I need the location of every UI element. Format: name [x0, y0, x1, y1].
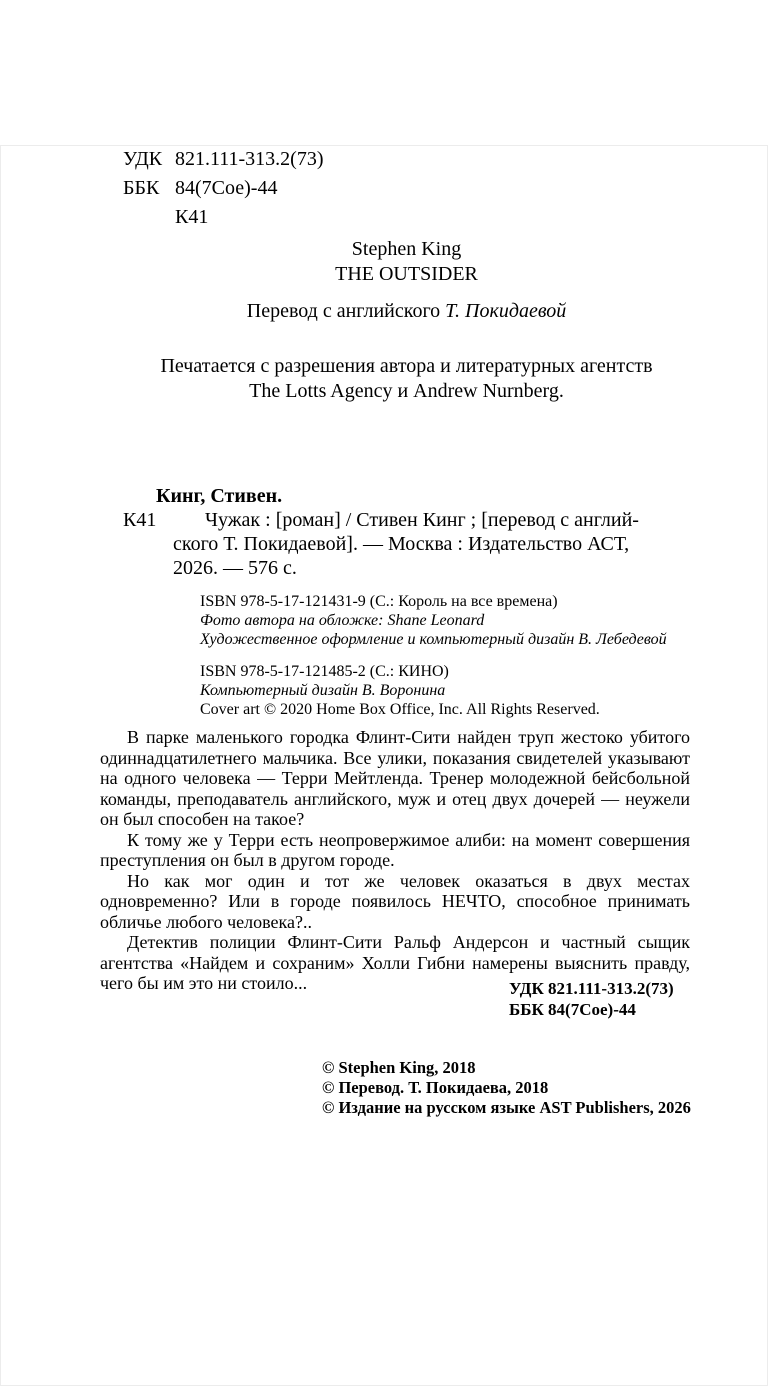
copyright-line-1: © Stephen King, 2018 — [322, 1057, 476, 1077]
cover-art-credit: Cover art © 2020 Home Box Office, Inc. All Rights Reserved. — [200, 701, 600, 718]
original-title: THE OUTSIDER — [335, 263, 478, 285]
isbn-series: ISBN 978-5-17-121431-9 (С.: Король на все времена) — [200, 593, 558, 610]
bbk-row — [123, 174, 768, 203]
design-credit-series: Художественное оформление и компьютерный дизайн В. Лебедевой — [200, 631, 667, 648]
permission-line-2: The Lotts Agency и Andrew Nurnberg. — [249, 380, 564, 402]
imprint-page — [0, 145, 768, 1386]
author-code-row — [123, 203, 768, 232]
copyright-block — [322, 1058, 768, 1118]
bottom-bbk: ББК 84(7Сое)-44 — [509, 999, 636, 1019]
card-body — [123, 508, 693, 580]
translation-line — [123, 299, 690, 324]
card-author-heading: Кинг, Стивен. — [156, 485, 283, 507]
annotation-block — [100, 727, 690, 994]
annotation-paragraph-4: Детектив полиции Флинт-Сити Ральф Андерсон и частный сыщик агентства «Найдем и сохраним» Холли Гибни намерены выяснить правду, чего бы им это ни стоило... — [100, 932, 690, 993]
card-line-3: 2026. — 576 с. — [173, 557, 297, 579]
author-code-value: К41 — [175, 206, 209, 228]
edition-sub-kino — [200, 662, 768, 719]
permission-block — [123, 354, 690, 404]
bbk-label: ББК — [123, 177, 160, 199]
isbn-kino: ISBN 978-5-17-121485-2 (С.: КИНО) — [200, 663, 449, 680]
copyright-line-3: © Издание на русском языке AST Publishers, 2026 — [322, 1097, 691, 1117]
author-code-label — [123, 203, 175, 232]
annotation-paragraph-3: Но как мог один и тот же человек оказаться в двух местах одновременно? Или в городе появилось НЕЧТО, способное принимать обличье любого человека?.. — [100, 870, 690, 932]
edition-info-block — [200, 592, 768, 719]
udk-value: 821.111-313.2(73) — [175, 148, 324, 170]
translator-name: Т. Покидаевой — [445, 300, 567, 322]
permission-line-1: Печатается с разрешения автора и литературных агентств — [160, 355, 653, 377]
card-line-2: ского Т. Покидаевой]. — Москва : Издательство АСТ, — [173, 533, 630, 555]
card-line-1: Чужак : [роман] / Стивен Кинг ; [перевод с англий- — [205, 509, 639, 531]
annotation-paragraph-2: К тому же у Терри есть неопровержимое алиби: на момент совершения преступления он был в другом городе. — [100, 829, 690, 870]
photo-credit: Фото автора на обложке: Shane Leonard — [200, 612, 485, 629]
catalog-card — [123, 484, 693, 580]
card-author-code: К41 — [123, 509, 157, 531]
udk-row — [123, 145, 768, 174]
udk-label: УДК — [123, 148, 163, 170]
annotation-paragraph-1: В парке маленького городка Флинт-Сити найден труп жестоко убитого одиннадцатилетнего мальчика. Все улики, показания свидетелей указывают на одного человека — Терри Мейтленда. Тренер молодежной бейсбольной команды, преподаватель английского, муж и отец двух дочерей — неужели он был способен на такое? — [100, 727, 690, 829]
copyright-line-2: © Перевод. Т. Покидаева, 2018 — [322, 1077, 549, 1097]
original-title-block — [123, 237, 690, 287]
bottom-catalog-block — [509, 978, 768, 1020]
translation-prefix: Перевод с английского — [246, 300, 446, 322]
original-author: Stephen King — [351, 238, 462, 260]
top-catalog-block — [123, 145, 768, 232]
bbk-value: 84(7Сое)-44 — [175, 177, 278, 199]
bottom-udk: УДК 821.111-313.2(73) — [509, 978, 674, 998]
design-credit-kino: Компьютерный дизайн В. Воронина — [200, 682, 446, 699]
edition-sub-series — [200, 592, 768, 649]
